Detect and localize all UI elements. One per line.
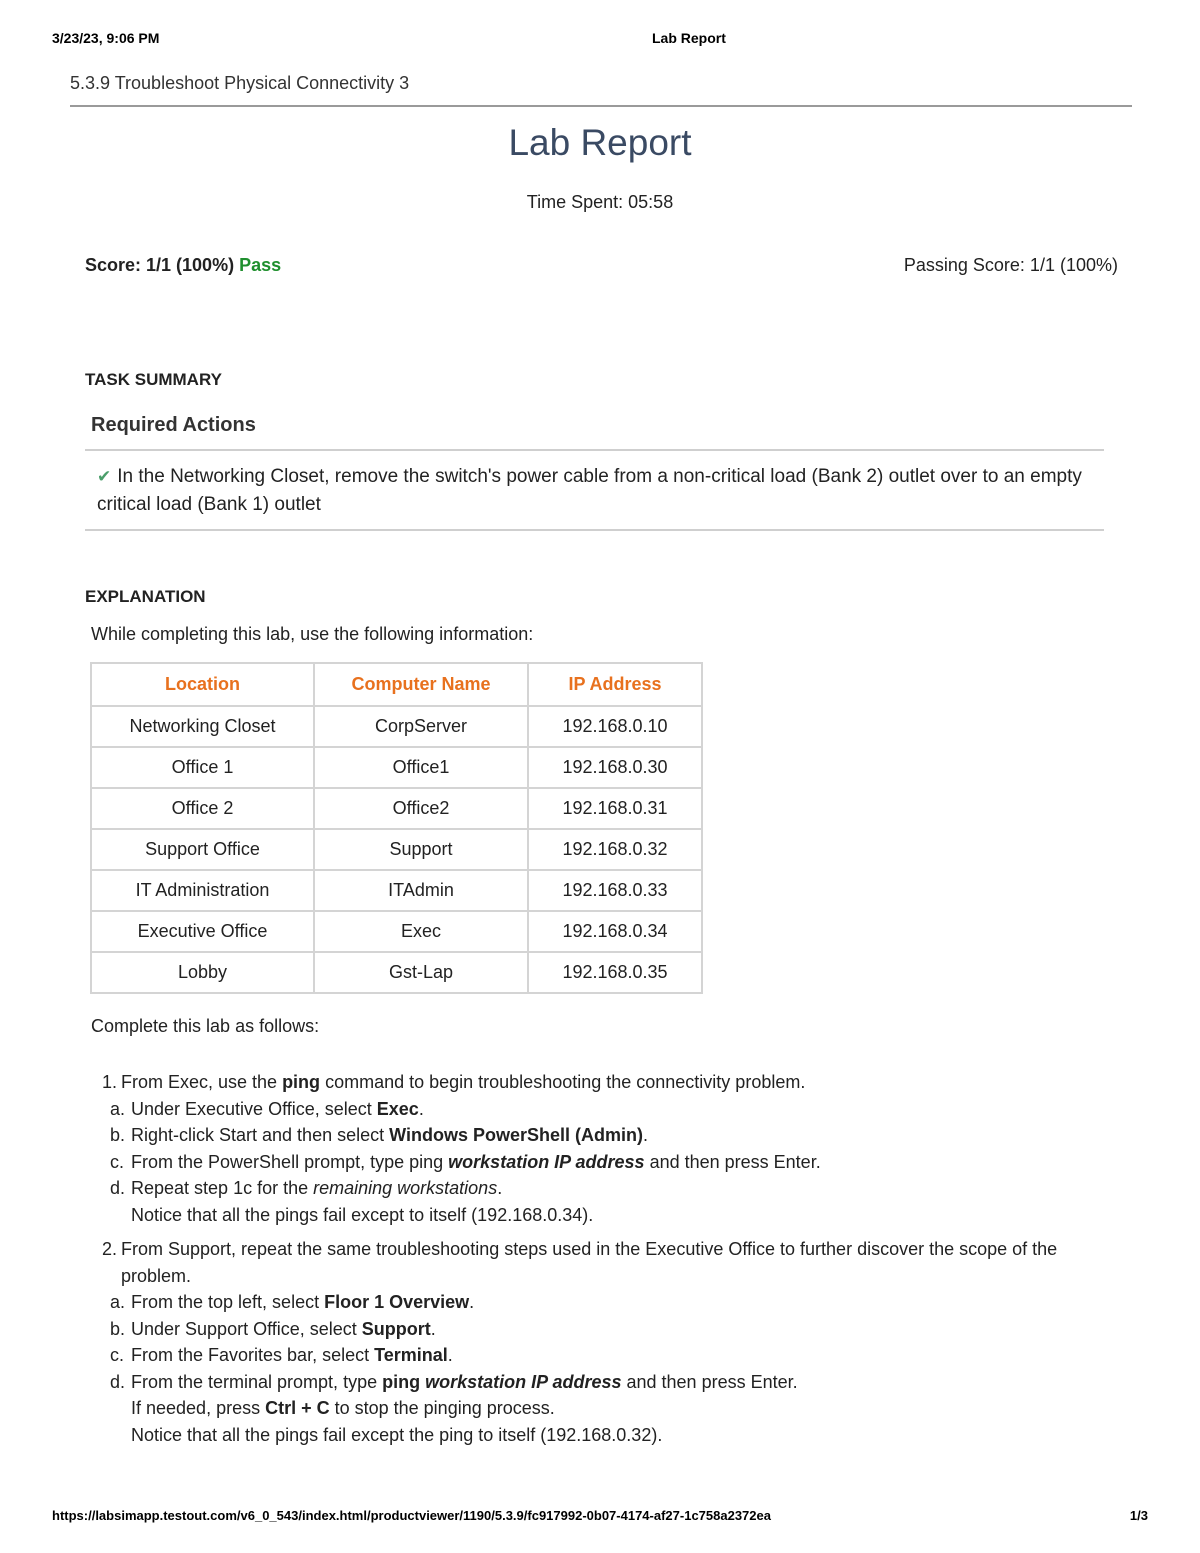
instruction-text: to stop the pinging process. xyxy=(329,1398,555,1418)
substep-letter: a. xyxy=(110,1292,126,1312)
table-row xyxy=(91,911,702,952)
instruction-text: . xyxy=(469,1292,475,1312)
instruction-text: . xyxy=(418,1098,424,1119)
step-note xyxy=(102,1395,1092,1422)
print-date: 3/23/23, 9:06 PM xyxy=(52,30,160,46)
emphasis-text: Floor 1 Overview xyxy=(324,1292,470,1312)
emphasis-text: ping xyxy=(382,1371,426,1392)
page-title: Lab Report xyxy=(508,122,692,163)
table-cell: Office2 xyxy=(314,788,528,829)
table-cell: 192.168.0.33 xyxy=(528,870,702,911)
instruction-text: Notice that all the pings fail except the ping to itself (192.168.0.32). xyxy=(131,1424,663,1445)
table-cell: 192.168.0.10 xyxy=(528,706,702,747)
emphasis-text: remaining workstations xyxy=(313,1178,498,1198)
table-cell: Executive Office xyxy=(91,911,314,952)
instruction-text: From the terminal prompt, type xyxy=(131,1371,383,1392)
print-header xyxy=(52,30,1148,50)
emphasis-text: Terminal xyxy=(374,1345,448,1365)
table-row xyxy=(91,870,702,911)
complete-intro: Complete this lab as follows: xyxy=(91,1016,320,1036)
table-cell: Office 2 xyxy=(91,788,314,829)
substep-letter: d. xyxy=(110,1371,126,1392)
table-row xyxy=(91,788,702,829)
instruction-text: . xyxy=(642,1125,648,1145)
step-note xyxy=(102,1202,1092,1229)
page-number: 1/3 xyxy=(1129,1508,1148,1523)
substep-letter: d. xyxy=(110,1178,126,1198)
required-actions-heading: Required Actions xyxy=(91,414,256,436)
substep-letter: b. xyxy=(110,1318,126,1339)
column-header-ip-address: IP Address xyxy=(528,663,702,706)
emphasis-text: Ctrl + C xyxy=(265,1398,330,1418)
pass-badge: Pass xyxy=(239,255,282,275)
table-cell: IT Administration xyxy=(91,870,314,911)
table-row xyxy=(91,747,702,788)
table-cell: 192.168.0.34 xyxy=(528,911,702,952)
emphasis-text: workstation IP address xyxy=(448,1151,645,1172)
table-cell: Office 1 xyxy=(91,747,314,788)
substep-item xyxy=(102,1149,1092,1176)
instruction-text: From Support, repeat the same troubleshooting steps used in the Executive Office to further discover the scope of the problem. xyxy=(121,1239,1058,1286)
instruction-text: . xyxy=(447,1345,453,1365)
emphasis-text: workstation IP address xyxy=(425,1371,622,1392)
instruction-text: Right-click Start and then select xyxy=(131,1125,390,1145)
instruction-text: From Exec, use the xyxy=(121,1072,283,1092)
table-header-row xyxy=(91,663,702,706)
required-actions-bottom-divider xyxy=(85,529,1104,531)
substep-item xyxy=(102,1316,1092,1343)
print-title: Lab Report xyxy=(652,30,726,46)
step-gap xyxy=(102,1228,1092,1236)
column-header-computer-name: Computer Name xyxy=(314,663,528,706)
table-row xyxy=(91,706,702,747)
table-cell: Exec xyxy=(314,911,528,952)
steps-list xyxy=(102,1069,1092,1448)
emphasis-text: Exec xyxy=(376,1098,419,1119)
table-cell: ITAdmin xyxy=(314,870,528,911)
instruction-text: If needed, press xyxy=(131,1398,266,1418)
passing-score: Passing Score: 1/1 (100%) xyxy=(903,255,1118,275)
computer-info-table xyxy=(90,662,703,994)
substep-item xyxy=(102,1369,1092,1396)
instruction-text: . xyxy=(430,1318,436,1339)
table-cell: 192.168.0.35 xyxy=(528,952,702,993)
breadcrumb: 5.3.9 Troubleshoot Physical Connectivity 3 xyxy=(70,73,410,93)
emphasis-text: ping xyxy=(282,1072,321,1092)
table-cell: Gst-Lap xyxy=(314,952,528,993)
substep-item xyxy=(102,1342,1092,1369)
explanation-intro: While completing this lab, use the following information: xyxy=(91,624,534,644)
emphasis-text: Support xyxy=(361,1318,431,1339)
instruction-text: Notice that all the pings fail except to itself (192.168.0.34). xyxy=(131,1204,594,1225)
table-cell: Networking Closet xyxy=(91,706,314,747)
substep-letter: a. xyxy=(110,1098,126,1119)
instruction-text: Repeat step 1c for the xyxy=(131,1178,314,1198)
substep-letter: b. xyxy=(110,1125,126,1145)
table-cell: Support xyxy=(314,829,528,870)
table-row xyxy=(91,952,702,993)
required-actions-divider xyxy=(85,449,1104,451)
substep-item xyxy=(102,1096,1092,1123)
task-summary-heading: TASK SUMMARY xyxy=(85,370,222,389)
score xyxy=(85,255,281,276)
emphasis-text: Windows PowerShell (Admin) xyxy=(389,1125,643,1145)
explanation-heading: EXPLANATION xyxy=(85,587,206,606)
instruction-text: Under Executive Office, select xyxy=(131,1098,377,1119)
instruction-text: and then press Enter. xyxy=(621,1371,798,1392)
step-item xyxy=(102,1069,1092,1096)
table-cell: 192.168.0.31 xyxy=(528,788,702,829)
table-cell: Office1 xyxy=(314,747,528,788)
substep-item xyxy=(102,1122,1092,1149)
step-note xyxy=(102,1422,1092,1449)
check-icon: ✔ xyxy=(97,467,112,486)
step-number: 2. xyxy=(102,1239,118,1259)
instruction-text: command to begin troubleshooting the connectivity problem. xyxy=(320,1072,806,1092)
substep-letter: c. xyxy=(110,1151,125,1172)
substep-letter: c. xyxy=(110,1345,125,1365)
instruction-text: From the top left, select xyxy=(131,1292,325,1312)
column-header-location: Location xyxy=(91,663,314,706)
time-spent: Time Spent: 05:58 xyxy=(526,192,674,212)
instruction-text: Under Support Office, select xyxy=(131,1318,362,1339)
score-value: Score: 1/1 (100%) xyxy=(85,255,235,275)
page-url: https://labsimapp.testout.com/v6_0_543/index.html/productviewer/1190/5.3.9/fc917992-0b07-4174-af27-1c758a2372ea xyxy=(52,1508,771,1523)
table-cell: Lobby xyxy=(91,952,314,993)
substep-item xyxy=(102,1175,1092,1202)
required-action-item xyxy=(97,463,1107,519)
instruction-text: ping xyxy=(409,1151,449,1172)
table-row xyxy=(91,829,702,870)
instruction-text: From the PowerShell prompt, type xyxy=(131,1151,410,1172)
substep-item xyxy=(102,1289,1092,1316)
table-cell: 192.168.0.30 xyxy=(528,747,702,788)
step-item xyxy=(102,1236,1092,1289)
table-cell: CorpServer xyxy=(314,706,528,747)
instruction-text: From the Favorites bar, select xyxy=(131,1345,375,1365)
instruction-text: and then press Enter. xyxy=(644,1151,821,1172)
required-action-text: In the Networking Closet, remove the switch's power cable from a non-critical load (Bank 2) outlet over to an empty critical load (Bank 1) outlet xyxy=(97,466,1082,515)
table-cell: 192.168.0.32 xyxy=(528,829,702,870)
instruction-text: . xyxy=(497,1178,503,1198)
step-number: 1. xyxy=(102,1072,118,1092)
header-divider xyxy=(70,105,1132,107)
table-cell: Support Office xyxy=(91,829,314,870)
